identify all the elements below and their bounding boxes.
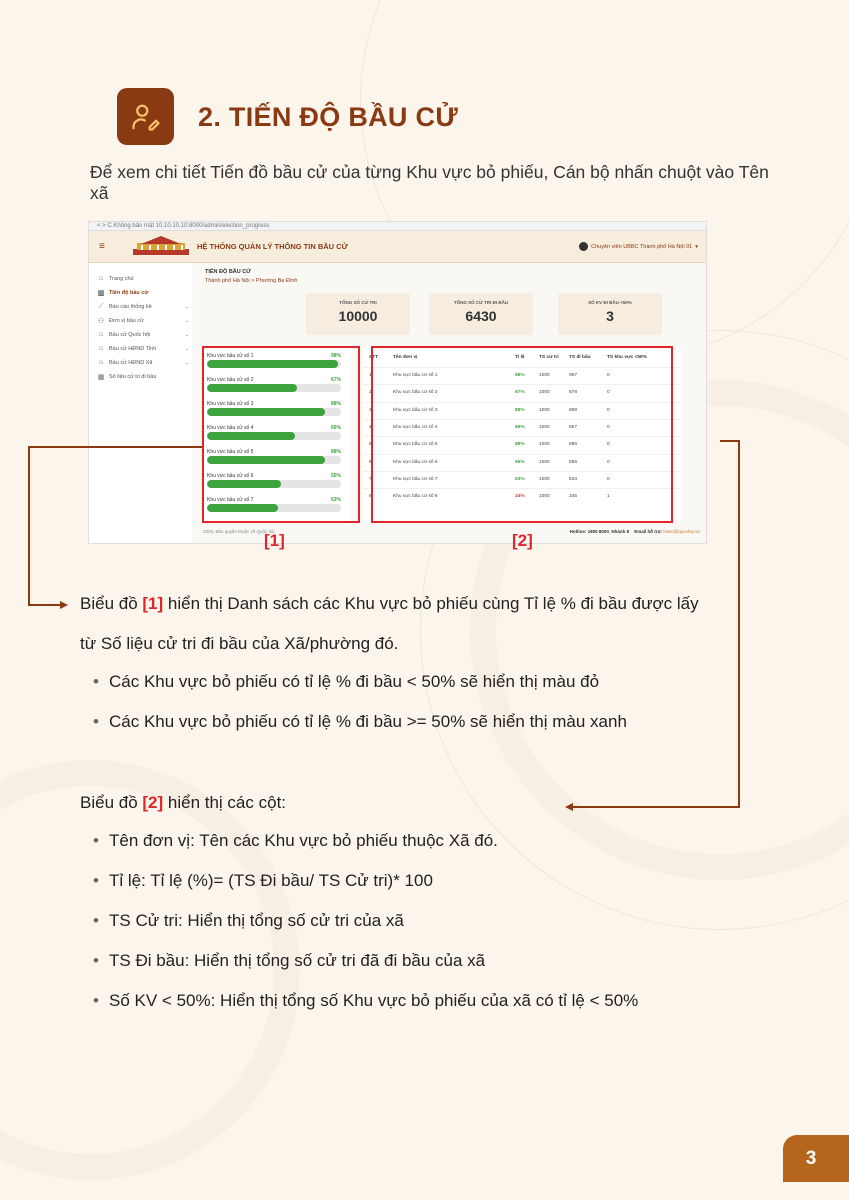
intro-text: Để xem chi tiết Tiến đồ bầu cử của từng Khu vực bỏ phiếu, Cán bộ nhấn chuột vào Tên xã — [90, 162, 769, 203]
building-icon: ⌂ — [98, 359, 104, 366]
chevron-down-icon: ▾ — [695, 243, 698, 250]
table-cell: 7 — [369, 476, 372, 482]
table-cell: 5 — [369, 442, 372, 448]
chevron-down-icon: ⌄ — [184, 331, 189, 338]
calendar-icon: ▦ — [97, 374, 105, 381]
stat-voted — [429, 293, 533, 335]
sidebar-item[interactable] — [97, 373, 189, 381]
chevron-down-icon: ⌄ — [184, 345, 189, 352]
sidebar-item-label: Báo cáo thống kê — [109, 304, 152, 310]
footer-email[interactable]: hotro@quochoi.vn — [663, 529, 700, 534]
table-cell: 0 — [607, 476, 610, 482]
stat-total-voters — [306, 293, 410, 335]
section2-bullet: • TS Cử tri: Hiển thị tổng số cử tri của xã — [93, 911, 404, 930]
area-name: Khu vực bầu cử số 4 — [207, 425, 254, 431]
building-icon: ⌂ — [98, 331, 104, 338]
stat-label: TỔNG SỐ CỬ TRI ĐI BẦU — [453, 300, 509, 305]
area-percent: 88% — [330, 449, 341, 455]
connector-1-h2 — [28, 604, 62, 606]
browser-bar: < > C Không bảo mật 10.10.10.10:8000/admin/election_progress — [89, 222, 706, 231]
arrow-left-icon — [565, 803, 573, 811]
table-header: TS cử tri — [539, 355, 559, 360]
area-percent: 66% — [330, 425, 341, 431]
area-name: Khu vực bầu cử số 6 — [207, 473, 254, 479]
section1-bullet: • Các Khu vực bỏ phiếu có tỉ lệ % đi bầu >= 50% sẽ hiển thị màu xanh — [93, 712, 627, 731]
table-cell[interactable]: Khu vực bầu cử số 4 — [393, 424, 438, 430]
connector-1-v — [28, 446, 30, 606]
app-title: HỆ THỐNG QUẢN LÝ THÔNG TIN BẦU CỬ — [197, 242, 348, 251]
table-cell: 987 — [569, 373, 578, 378]
bullet-text: Số KV < 50%: Hiển thị tổng số Khu vực bỏ phiếu của xã có tỉ lệ < 50% — [109, 991, 639, 1010]
area-name: Khu vực bầu cử số 1 — [207, 353, 254, 359]
user-menu[interactable] — [579, 242, 698, 251]
sidebar-item-label: Bầu cử HĐND Tỉnh — [109, 345, 157, 352]
chevron-down-icon: ⌄ — [184, 304, 189, 310]
connector-2-v — [738, 440, 740, 808]
table-cell: 0 — [607, 390, 610, 396]
sidebar-item-label: Tiến độ bầu cử — [109, 290, 149, 296]
bullet-text: TS Đi bầu: Hiển thị tổng số cử tri đã đi bầu của xã — [109, 951, 486, 970]
building-icon: ⌂ — [98, 345, 104, 352]
breadcrumb[interactable]: Thành phố Hà Nội > Phường Ba Đình — [205, 278, 298, 284]
table-cell: 34% — [515, 494, 525, 500]
bullet-text: Tên đơn vị: Tên các Khu vực bỏ phiếu thuộc Xã đó. — [109, 831, 498, 850]
section1-line2: từ Số liệu cử tri đi bầu của Xã/phường đó. — [80, 634, 399, 653]
bullet-text: Các Khu vực bỏ phiếu có tỉ lệ % đi bầu < 50% sẽ hiển thị màu đỏ — [109, 672, 600, 691]
sidebar-item-label: Số liệu cử tri đi bầu — [109, 374, 157, 380]
table-cell: 1000 — [539, 442, 550, 448]
table-header: TS đi bầu — [569, 355, 591, 360]
parliament-logo — [131, 235, 191, 257]
table-header: Tên đơn vị — [393, 355, 418, 360]
table-header: Tỉ lệ — [515, 355, 525, 360]
table-cell: 1000 — [539, 373, 550, 378]
area-name: Khu vực bầu cử số 7 — [207, 497, 254, 503]
bullet-text: TS Cử tri: Hiển thị tổng số cử tri của xã — [109, 911, 404, 930]
area-percent: 55% — [330, 473, 341, 479]
table-cell[interactable]: Khu vực bầu cử số 5 — [393, 442, 438, 448]
home-icon: ⌂ — [98, 275, 104, 282]
sidebar — [89, 263, 194, 543]
sidebar-item[interactable] — [97, 317, 189, 325]
label-tag-1: [1] — [264, 531, 285, 550]
page-number: 3 — [783, 1135, 849, 1182]
section-title: 2. TIẾN ĐỘ BẦU CỬ — [198, 102, 459, 132]
section1-post: hiển thị Danh sách các Khu vực bỏ phiếu cùng Tỉ lệ % đi bầu được lấy — [163, 594, 699, 613]
stat-value: 6430 — [465, 308, 497, 324]
table-cell[interactable]: Khu vực bầu cử số 6 — [393, 459, 438, 465]
section2-bullet: • TS Đi bầu: Hiển thị tổng số cử tri đã đi bầu của xã — [93, 951, 486, 970]
highlight-box-1 — [202, 346, 360, 523]
bullet-text: Tỉ lệ: Tỉ lệ (%)= (TS Đi bầu/ TS Cử tri)* 100 — [109, 871, 433, 890]
table-cell: 1000 — [539, 424, 550, 430]
footer-contact — [570, 529, 700, 534]
user-edit-icon — [131, 102, 161, 132]
area-percent: 67% — [330, 377, 341, 383]
section-icon — [117, 88, 174, 145]
section1-bullet: • Các Khu vực bỏ phiếu có tỉ lệ % đi bầu < 50% sẽ hiển thị màu đỏ — [93, 672, 600, 691]
section2-post: hiển thị các cột: — [163, 793, 287, 812]
section2-bullet: • Tỉ lệ: Tỉ lệ (%)= (TS Đi bầu/ TS Cử tri)* 100 — [93, 871, 433, 890]
bar-chart-icon: ▥ — [97, 290, 105, 297]
chevron-down-icon: ⌄ — [184, 359, 189, 366]
connector-2-h — [720, 440, 740, 442]
table-cell: 1000 — [539, 390, 550, 396]
table-cell: 667 — [569, 424, 578, 430]
sidebar-item[interactable] — [97, 289, 189, 297]
stat-value: 10000 — [338, 308, 378, 324]
connector-1-h — [28, 446, 202, 448]
section2-pre: Biểu đồ — [80, 793, 143, 812]
area-name: Khu vực bầu cử số 3 — [207, 401, 254, 407]
page-title: TIẾN ĐỘ BẦU CỬ — [205, 269, 251, 275]
table-cell: 533 — [569, 476, 578, 482]
stat-value: 3 — [606, 308, 614, 324]
table-cell: 345 — [569, 494, 578, 500]
table-cell: 1 — [369, 373, 372, 378]
table-header: TS khu vực <50% — [607, 355, 647, 360]
user-name: Chuyên viên UBBC Thành phố Hà Nội 01 — [591, 243, 693, 250]
section2-bullet: • Số KV < 50%: Hiển thị tổng số Khu vực bỏ phiếu của xã có tỉ lệ < 50% — [93, 991, 639, 1010]
table-cell[interactable]: Khu vực bầu cử số 2 — [393, 390, 438, 396]
table-cell: 4 — [369, 424, 372, 430]
avatar — [579, 242, 588, 251]
table-cell[interactable]: Khu vực bầu cử số 1 — [393, 373, 438, 378]
table-cell: 0 — [607, 373, 610, 378]
app-header — [89, 231, 706, 263]
stat-label: TỔNG SỐ CỬ TRI — [339, 300, 377, 305]
table-cell[interactable]: Khu vực bầu cử số 3 — [393, 407, 438, 413]
table-cell: 55% — [515, 459, 525, 465]
sidebar-item-label: Trang chủ — [109, 275, 134, 282]
table-cell: 3 — [369, 407, 372, 413]
sidebar-item[interactable] — [97, 331, 189, 338]
footer-copyright: 2026, Bản quyền thuộc về Quốc hội — [203, 529, 275, 534]
table-cell[interactable]: Khu vực bầu cử số 8 — [393, 494, 438, 500]
table-cell: 2 — [369, 390, 372, 396]
table-cell: 66% — [515, 424, 525, 430]
table-cell: 0 — [607, 442, 610, 448]
section2-text — [80, 791, 286, 815]
table-cell: 1 — [607, 494, 610, 500]
section2-bullet: • Tên đơn vị: Tên các Khu vực bỏ phiếu thuộc Xã đó. — [93, 831, 498, 850]
table-cell: 1000 — [539, 459, 550, 465]
sidebar-item-label: Đơn vị bầu cử — [109, 318, 144, 324]
org-icon: ⚇ — [97, 318, 105, 325]
arrow-right-icon — [60, 601, 68, 609]
table-cell: 88% — [515, 407, 525, 413]
sidebar-item-label: Bầu cử Quốc hội — [109, 331, 151, 338]
table-cell: 6 — [369, 459, 372, 465]
table-cell: 1000 — [539, 494, 550, 500]
area-percent: 88% — [330, 401, 341, 407]
area-percent: 98% — [330, 353, 341, 359]
footer-email-label: Email hỗ trợ: — [634, 529, 663, 534]
table-cell: 88% — [515, 442, 525, 448]
stat-areas-under-50 — [558, 293, 662, 335]
area-name: Khu vực bầu cử số 2 — [207, 377, 254, 383]
table-cell: 0 — [607, 459, 610, 465]
label-tag-2: [2] — [512, 531, 533, 550]
table-header: STT — [369, 355, 379, 360]
sidebar-item[interactable] — [97, 275, 189, 282]
area-name: Khu vực bầu cử số 5 — [207, 449, 254, 455]
table-cell: 53% — [515, 476, 525, 482]
table-cell: 0 — [607, 407, 610, 413]
sidebar-item[interactable] — [97, 345, 189, 352]
table-cell: 1000 — [539, 476, 550, 482]
section1-pre: Biểu đồ — [80, 594, 143, 613]
section2-tag: [2] — [142, 793, 164, 812]
table-cell: 556 — [569, 459, 578, 465]
highlight-box-2 — [371, 346, 673, 523]
sidebar-item[interactable] — [97, 359, 189, 366]
chevron-down-icon: ⌄ — [184, 318, 189, 324]
table-cell: 1000 — [539, 407, 550, 413]
table-cell: 67% — [515, 390, 525, 396]
hamburger-menu-icon[interactable]: ≡ — [99, 241, 105, 252]
sidebar-item[interactable] — [97, 303, 189, 311]
sidebar-item-label: Bầu cử HĐND Xã — [109, 359, 153, 366]
section1-text — [80, 592, 699, 616]
table-cell[interactable]: Khu vực bầu cử số 7 — [393, 476, 438, 482]
table-cell: 8 — [369, 494, 372, 500]
line-chart-icon: ⟋ — [98, 303, 104, 310]
area-percent: 53% — [330, 497, 341, 503]
table-cell: 678 — [569, 390, 578, 396]
connector-2-h2 — [572, 806, 740, 808]
table-cell: 98% — [515, 373, 525, 378]
section1-tag: [1] — [142, 594, 164, 613]
footer-hotline: Hotline: 1800 8000_Nhánh 8 — [569, 529, 630, 534]
table-cell: 888 — [569, 407, 578, 413]
table-cell: 0 — [607, 424, 610, 430]
table-cell: 886 — [569, 442, 578, 448]
bullet-text: Các Khu vực bỏ phiếu có tỉ lệ % đi bầu >= 50% sẽ hiển thị màu xanh — [109, 712, 627, 731]
stat-label: SỐ KV ĐI BẦU <50% — [588, 300, 632, 305]
